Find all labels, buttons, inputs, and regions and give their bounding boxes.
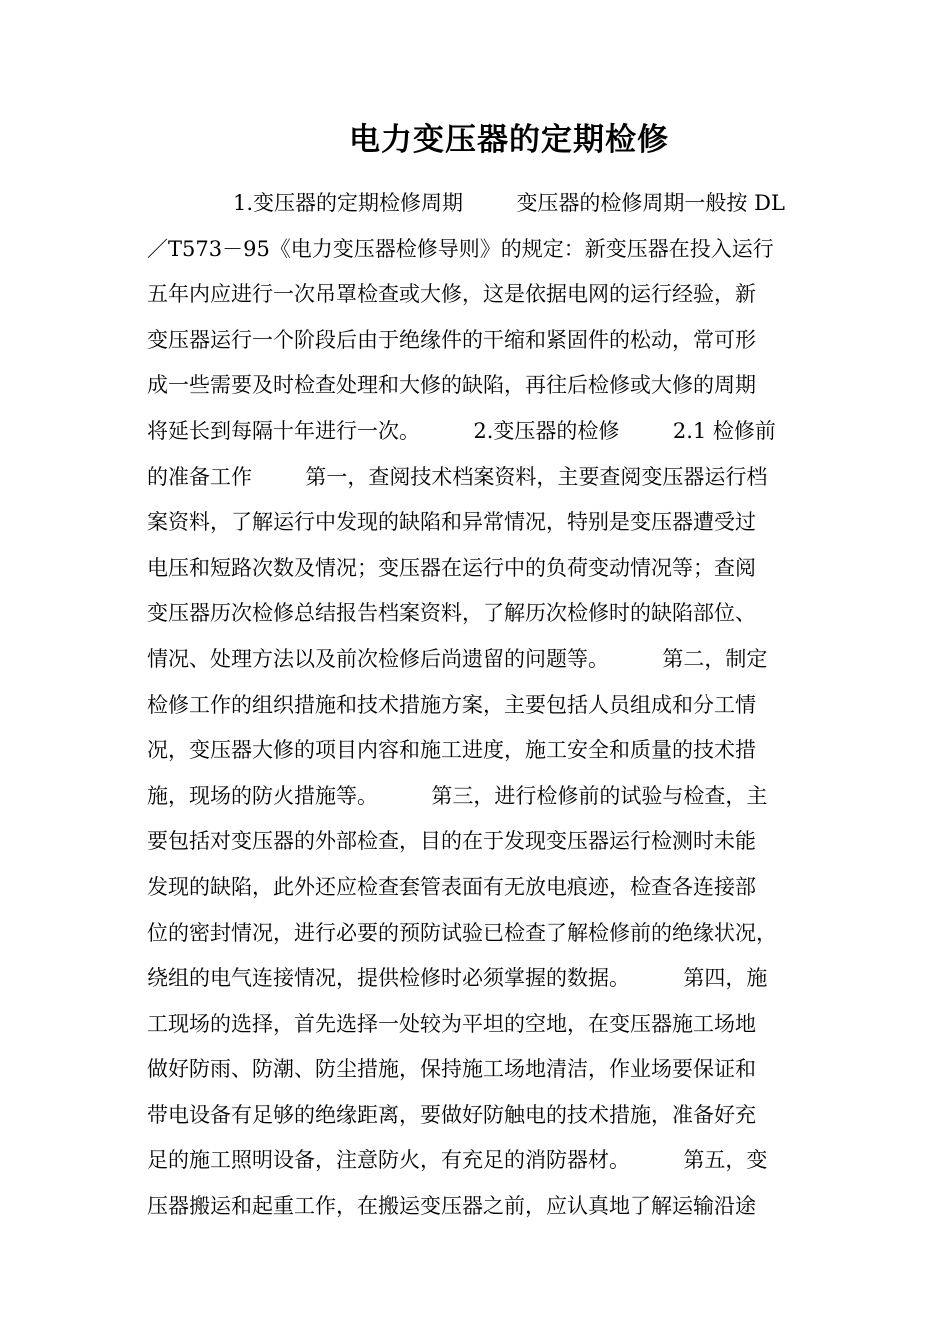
body-line: 案资料，了解运行中发现的缺陷和异常情况，特别是变压器遭受过 xyxy=(147,510,756,535)
body-line: 1.变压器的定期检修周期 变压器的检修周期一般按 DL xyxy=(233,191,785,215)
body-line: 的准备工作 第一，查阅技术档案资料，主要查阅变压器运行档 xyxy=(147,464,768,489)
body-line: 发现的缺陷，此外还应检查套管表面有无放电痕迹，检查各连接部 xyxy=(147,874,756,899)
body-line: 检修工作的组织措施和技术措施方案，主要包括人员组成和分工情 xyxy=(147,692,756,717)
body-line: 做好防雨、防潮、防尘措施，保持施工场地清洁，作业场要保证和 xyxy=(147,1057,756,1082)
body-line: 要包括对变压器的外部检查，目的在于发现变压器运行检测时未能 xyxy=(147,829,756,854)
body-line: 变压器运行一个阶段后由于绝缘件的干缩和紧固件的松动，常可形 xyxy=(147,327,756,352)
body-line: 况，变压器大修的项目内容和施工进度，施工安全和质量的技术措 xyxy=(147,738,756,763)
body-line: 变压器历次检修总结报告档案资料，了解历次检修时的缺陷部位、 xyxy=(147,601,756,626)
body-line: 带电设备有足够的绝缘距离，要做好防触电的技术措施，准备好充 xyxy=(147,1102,756,1127)
body-line: 五年内应进行一次吊罩检查或大修，这是依据电网的运行经验，新 xyxy=(147,282,756,307)
body-line: 绕组的电气连接情况，提供检修时必须掌握的数据。 第四，施 xyxy=(147,966,768,991)
body-line: 情况、处理方法以及前次检修后尚遗留的问题等。 第二，制定 xyxy=(147,646,768,671)
body-line: 电压和短路次数及情况；变压器在运行中的负荷变动情况等；查阅 xyxy=(147,555,756,580)
body-line: 施，现场的防火措施等。 第三，进行检修前的试验与检查，主 xyxy=(147,783,768,808)
document-body xyxy=(147,186,827,1235)
body-line: 将延长到每隔十年进行一次。 2.变压器的检修 2.1 检修前 xyxy=(147,418,776,443)
body-line: 位的密封情况，进行必要的预防试验已检查了解检修前的绝缘状况， xyxy=(147,920,777,945)
body-line: 足的施工照明设备，注意防火，有充足的消防器材。 第五，变 xyxy=(147,1148,768,1173)
body-line: 工现场的选择，首先选择一处较为平坦的空地，在变压器施工场地 xyxy=(147,1011,756,1036)
body-line: ／T573－95《电力变压器检修导则》的规定：新变压器在投入运行 xyxy=(147,236,774,261)
body-line: 成一些需要及时检查处理和大修的缺陷，再往后检修或大修的周期 xyxy=(147,373,756,398)
body-line: 压器搬运和起重工作，在搬运变压器之前，应认真地了解运输沿途 xyxy=(147,1194,756,1219)
document-title: 电力变压器的定期检修 xyxy=(349,122,669,158)
